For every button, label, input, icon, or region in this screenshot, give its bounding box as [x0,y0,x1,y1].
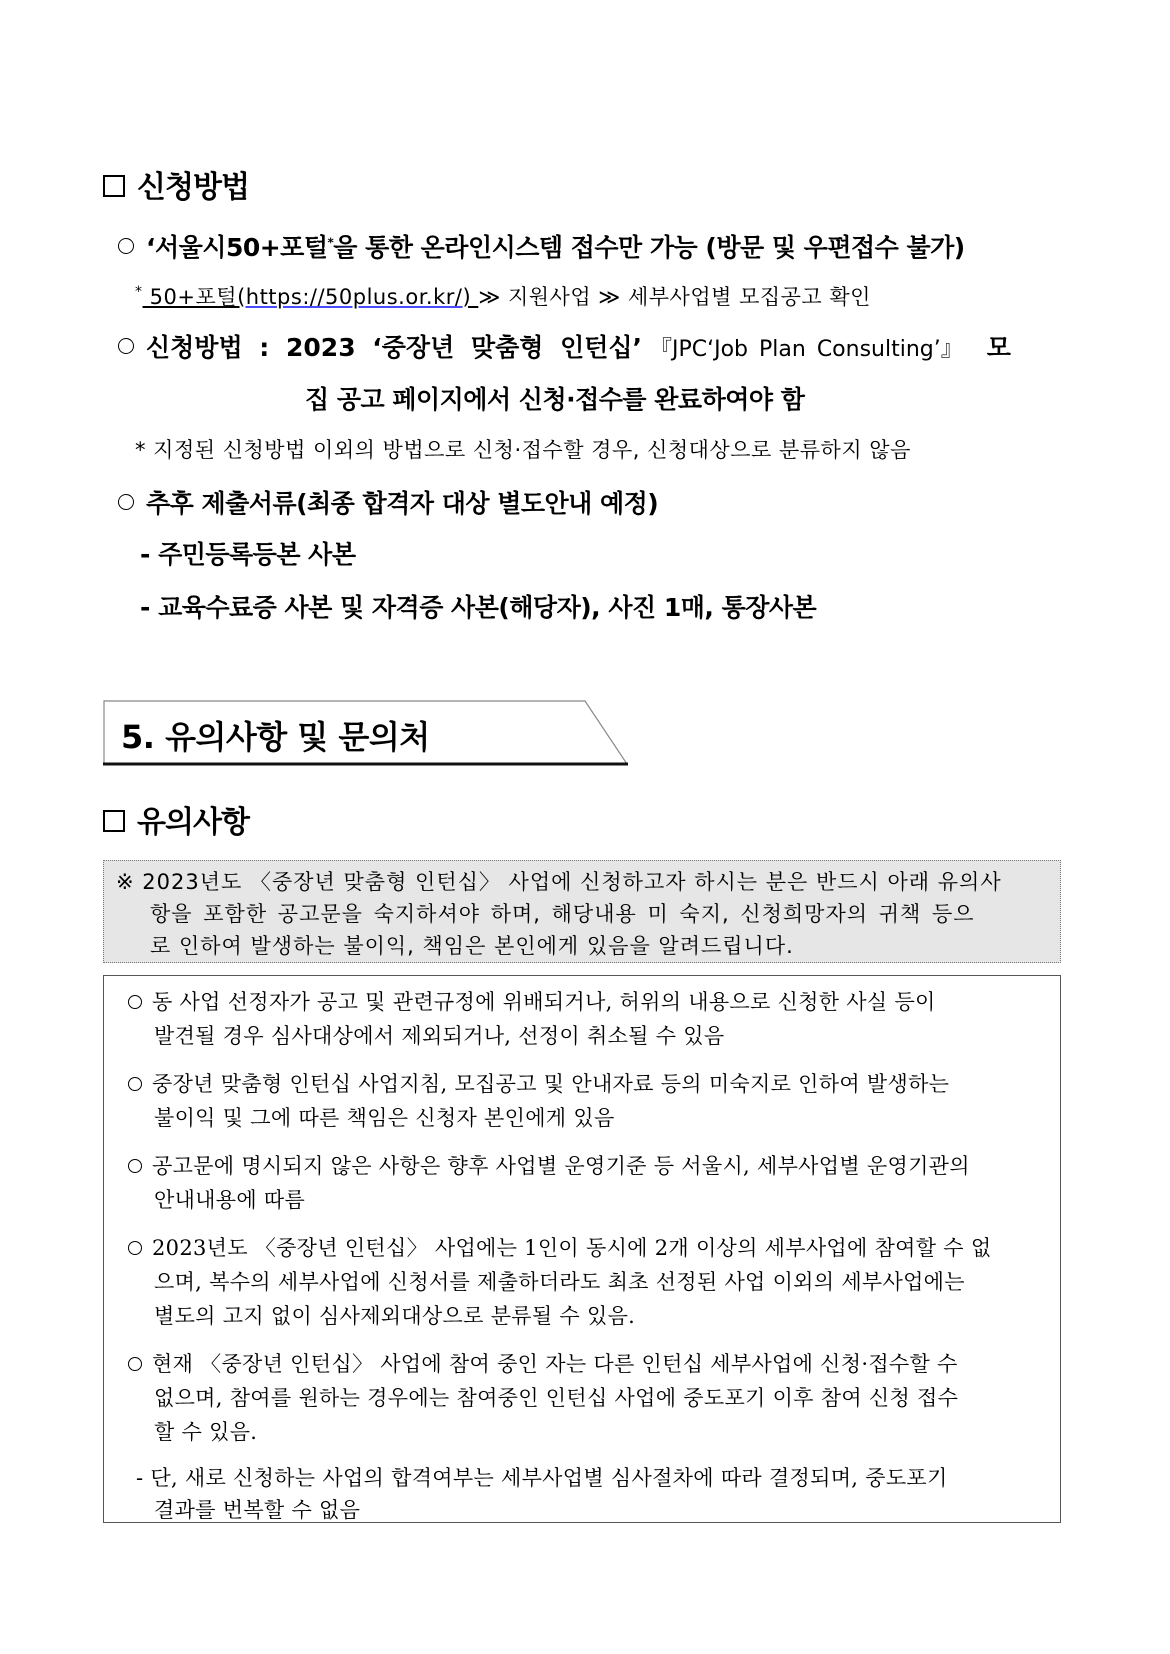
method-note: * 지정된 신청방법 이외의 방법으로 신청·접수할 경우, 신청대상으로 분류하지 않음 [135,438,911,462]
caution-list-box [103,975,1061,1523]
circle-bullet-icon [128,1159,142,1173]
footnote-mark: * [327,235,334,250]
circle-bullet-icon [128,1077,142,1091]
caution-item-cont: 없으며, 참여를 원하는 경우에는 참여중인 인턴십 사업에 중도포기 이후 참여 신청 접수 [154,1386,959,1410]
circle-bullet-icon [128,1241,142,1255]
link-suffix: ) [462,285,479,309]
circle-bullet-icon [128,1357,142,1371]
circle-bullet-icon [118,494,134,510]
bullet-text: 을 통한 온라인시스템 접수만 가능 (방문 및 우편접수 불가) [333,233,965,262]
bullet-text: 신청방법 : 2023 ‘중장년 맞춤형 인턴십’ [146,333,643,362]
method-bullet-docs [118,484,658,520]
caution-text: 공고문에 명시되지 않은 사항은 향후 사업별 운영기준 등 서울시, 세부사업별 운영기관의 [152,1154,970,1178]
caution-item-cont: 할 수 있음. [154,1420,258,1444]
caution-item-cont: 별도의 고지 없이 심사제외대상으로 분류될 수 있음. [154,1304,636,1328]
circle-bullet-icon [118,238,134,254]
caution-item [128,1150,970,1180]
method-bullet-online [118,228,965,264]
notice-line: ※ 2023년도 〈중장년 맞춤형 인턴십〉 사업에 신청하고자 하시는 분은 반드시 아래 유의사 [116,870,1002,894]
method-bullet-apply [118,328,1011,364]
caution-dash-item: - 단, 새로 신청하는 사업의 합격여부는 세부사업별 심사절차에 따라 결정되며, 중도포기 [136,1466,948,1490]
caution-text: 중장년 맞춤형 인턴십 사업지침, 모집공고 및 안내자료 등의 미숙지로 인하여 발생하는 [152,1072,950,1096]
caution-item [128,1068,949,1098]
notice-line: 항을 포함한 공고문을 숙지하셔야 하며, 해당내용 미 숙지, 신청희망자의 귀책 등으 [150,902,975,926]
caution-text: 동 사업 선정자가 공고 및 관련규정에 위배되거나, 허위의 내용으로 신청한 사실 등이 [152,990,936,1014]
caution-item-cont: 불이익 및 그에 따른 책임은 신청자 본인에게 있음 [154,1106,615,1130]
bullet-text: 모 [986,333,1011,362]
portal-path-text: ≫ 지원사업 ≫ 세부사업별 모집공고 확인 [478,285,871,309]
footnote-mark: * [135,284,143,300]
caution-text: 2023년도 〈중장년 인턴십〉 사업에는 1인이 동시에 2개 이상의 세부사업에 참여할 수 없 [152,1236,992,1260]
method-bullet-apply-cont: 집 공고 페이지에서 신청·접수를 완료하여야 함 [305,385,805,414]
link-prefix: 50+포털( [142,285,246,309]
caution-heading [103,797,249,841]
caution-item-cont: 안내내용에 따름 [154,1188,306,1212]
portal-note [135,281,871,311]
notice-line: 로 인하여 발생하는 불이익, 책임은 본인에게 있음을 알려드립니다. [150,934,794,958]
circle-bullet-icon [128,995,142,1009]
notice-box [103,860,1061,963]
bullet-text: 추후 제출서류(최종 합격자 대상 별도안내 예정) [146,489,659,518]
bullet-text: ‘서울시50+포털 [146,233,328,262]
jpc-label: 『JPC‘Job Plan Consulting’』 [650,337,963,362]
section-header [103,700,628,766]
caution-item [128,986,936,1016]
caution-item [128,1232,991,1262]
portal-link[interactable] [143,285,479,309]
caution-item [128,1348,958,1378]
caution-item-cont: 으며, 복수의 세부사업에 신청서를 제출하더라도 최초 선정된 사업 이외의 세부사업에는 [154,1270,965,1294]
doc-item: - 교육수료증 사본 및 자격증 사본(해당자), 사진 1매, 통장사본 [140,593,817,622]
checkbox-square-icon [103,810,125,832]
caution-dash-item-cont: 결과를 번복할 수 없음 [154,1498,361,1522]
caution-item-cont: 발견될 경우 심사대상에서 제외되거나, 선정이 취소될 수 있음 [154,1024,725,1048]
method-heading [103,162,249,206]
circle-bullet-icon [118,338,134,354]
method-heading-text: 신청방법 [137,170,249,205]
portal-url-link[interactable]: https://50plus.or.kr/ [245,285,463,309]
checkbox-square-icon [103,175,125,197]
caution-text: 현재 〈중장년 인턴십〉 사업에 참여 중인 자는 다른 인턴십 세부사업에 신청·접수할 수 [152,1352,958,1376]
section-title: 5. 유의사항 및 문의처 [121,718,430,756]
caution-heading-text: 유의사항 [137,805,249,840]
doc-item: - 주민등록등본 사본 [140,540,356,569]
